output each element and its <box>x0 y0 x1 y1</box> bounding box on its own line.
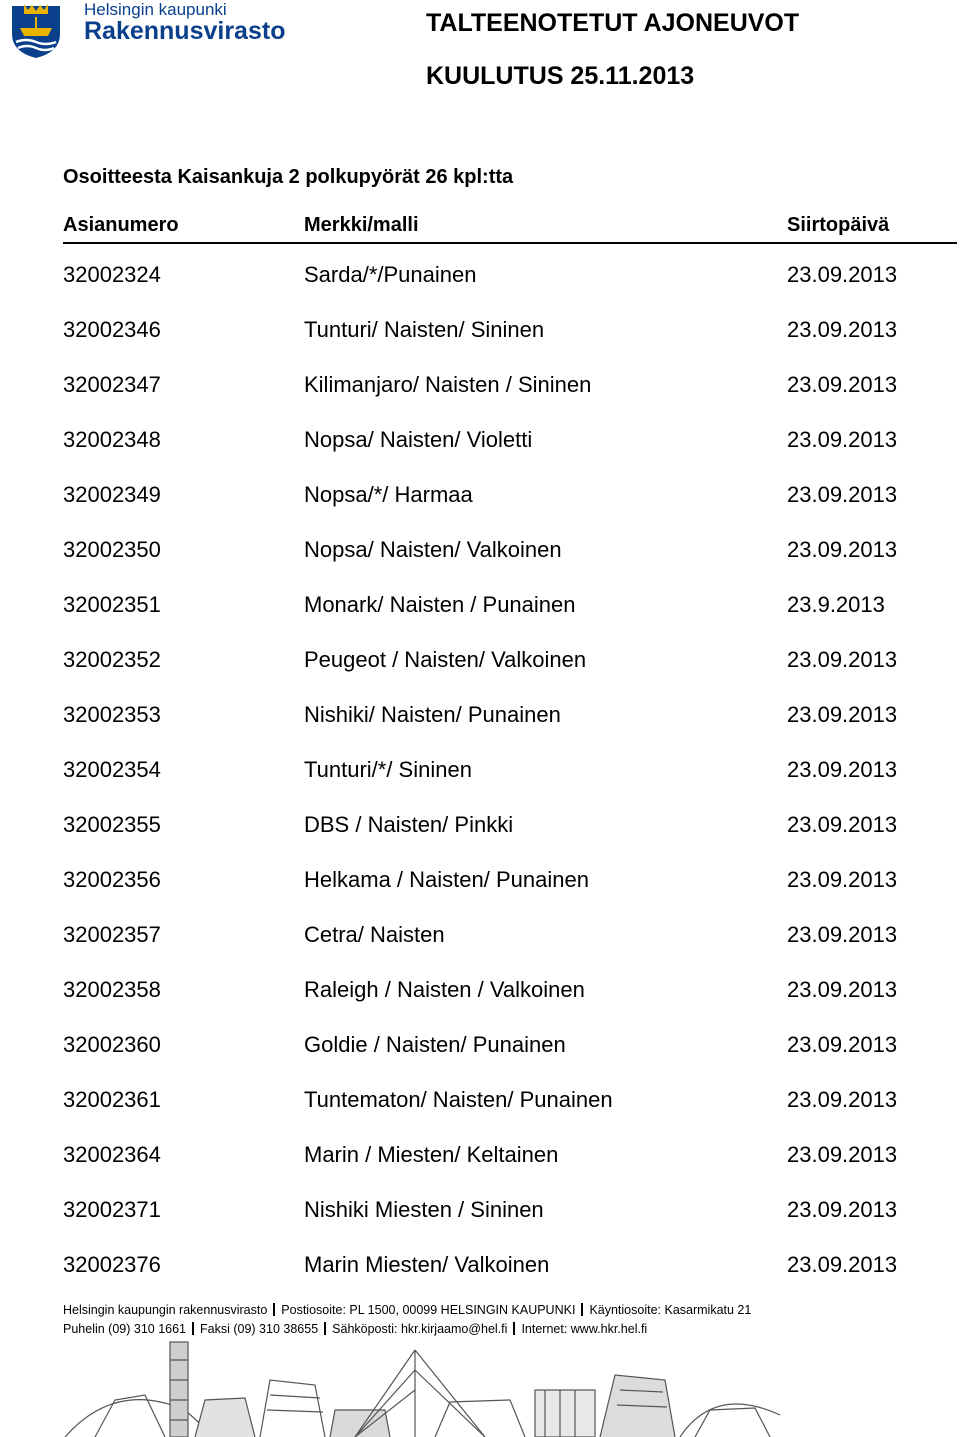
page-title: TALTEENOTETUT AJONEUVOT <box>426 9 800 37</box>
transfer-date-cell: 23.09.2013 <box>787 427 898 452</box>
case-number-cell: 32002355 <box>63 812 161 837</box>
table-row <box>0 592 960 647</box>
case-number-cell: 32002348 <box>63 427 161 452</box>
footer-item: Käyntiosoite: Kasarmikatu 21 <box>589 1303 752 1317</box>
table-row <box>0 867 960 922</box>
transfer-date-cell: 23.09.2013 <box>787 1197 898 1222</box>
table-row <box>0 317 960 372</box>
transfer-date-cell: 23.09.2013 <box>787 537 898 562</box>
make-model-cell: Goldie / Naisten/ Punainen <box>304 1032 566 1057</box>
case-number-cell: 32002349 <box>63 482 161 507</box>
table-row <box>0 757 960 812</box>
table-row <box>0 537 960 592</box>
case-number-cell: 32002358 <box>63 977 161 1002</box>
make-model-cell: Kilimanjaro/ Naisten / Sininen <box>304 372 592 397</box>
table-row <box>0 1032 960 1087</box>
case-number-cell: 32002360 <box>63 1032 161 1057</box>
table-row <box>0 262 960 317</box>
footer-item: Postiosoite: PL 1500, 00099 HELSINGIN KAUPUNKI <box>281 1303 576 1317</box>
make-model-cell: Marin Miesten/ Valkoinen <box>304 1252 550 1277</box>
org-logo <box>6 0 316 60</box>
table-row <box>0 812 960 867</box>
transfer-date-cell: 23.09.2013 <box>787 317 898 342</box>
make-model-cell: Sarda/*/Punainen <box>304 262 477 287</box>
footer-separator <box>192 1322 194 1335</box>
footer-item: Faksi (09) 310 38655 <box>200 1322 319 1336</box>
make-model-cell: Raleigh / Naisten / Valkoinen <box>304 977 585 1002</box>
transfer-date-cell: 23.09.2013 <box>787 1087 898 1112</box>
table-row <box>0 977 960 1032</box>
table-row <box>0 1087 960 1142</box>
make-model-cell: Monark/ Naisten / Punainen <box>304 592 576 617</box>
table-row <box>0 647 960 702</box>
header-divider <box>63 242 957 244</box>
helsinki-crest-icon <box>6 0 66 60</box>
footer-item: Sähköposti: hkr.kirjaamo@hel.fi <box>332 1322 508 1336</box>
table-row <box>0 922 960 977</box>
table-row <box>0 372 960 427</box>
footer-item: Internet: www.hkr.hel.fi <box>521 1322 648 1336</box>
case-number-cell: 32002356 <box>63 867 161 892</box>
make-model-cell: Tuntematon/ Naisten/ Punainen <box>304 1087 613 1112</box>
announcement-date: KUULUTUS 25.11.2013 <box>426 62 695 90</box>
transfer-date-cell: 23.09.2013 <box>787 372 898 397</box>
make-model-cell: Nishiki/ Naisten/ Punainen <box>304 702 561 727</box>
case-number-cell: 32002371 <box>63 1197 161 1222</box>
footer-contact-line <box>63 1322 647 1336</box>
case-number-cell: 32002353 <box>63 702 161 727</box>
transfer-date-cell: 23.09.2013 <box>787 702 898 727</box>
transfer-date-cell: 23.09.2013 <box>787 647 898 672</box>
case-number-cell: 32002324 <box>63 262 161 287</box>
transfer-date-cell: 23.09.2013 <box>787 1252 898 1277</box>
transfer-date-cell: 23.09.2013 <box>787 1032 898 1057</box>
case-number-cell: 32002361 <box>63 1087 161 1112</box>
transfer-date-cell: 23.09.2013 <box>787 482 898 507</box>
footer-separator <box>273 1303 275 1316</box>
table-row <box>0 1142 960 1197</box>
make-model-cell: Cetra/ Naisten <box>304 922 445 947</box>
table-row <box>0 427 960 482</box>
case-number-cell: 32002346 <box>63 317 161 342</box>
make-model-cell: DBS / Naisten/ Pinkki <box>304 812 514 837</box>
case-number-cell: 32002364 <box>63 1142 161 1167</box>
make-model-cell: Nishiki Miesten / Sininen <box>304 1197 544 1222</box>
section-title: Osoitteesta Kaisankuja 2 polkupyörät 26 kpl:tta <box>63 166 514 188</box>
vehicle-table <box>0 262 960 1307</box>
column-header-transfer-date: Siirtopäivä <box>787 214 890 236</box>
case-number-cell: 32002357 <box>63 922 161 947</box>
transfer-date-cell: 23.9.2013 <box>787 592 885 617</box>
transfer-date-cell: 23.09.2013 <box>787 1142 898 1167</box>
footer-address-line <box>63 1303 751 1317</box>
make-model-cell: Tunturi/*/ Sininen <box>304 757 472 782</box>
case-number-cell: 32002352 <box>63 647 161 672</box>
transfer-date-cell: 23.09.2013 <box>787 867 898 892</box>
make-model-cell: Marin / Miesten/ Keltainen <box>304 1142 559 1167</box>
org-name-line1: Helsingin kaupunki <box>84 0 227 19</box>
org-name-line2: Rakennusvirasto <box>84 17 286 45</box>
table-row <box>0 482 960 537</box>
transfer-date-cell: 23.09.2013 <box>787 977 898 1002</box>
transfer-date-cell: 23.09.2013 <box>787 262 898 287</box>
column-header-case-number: Asianumero <box>63 214 179 236</box>
make-model-cell: Nopsa/ Naisten/ Violetti <box>304 427 533 452</box>
column-header-make-model: Merkki/malli <box>304 214 419 236</box>
case-number-cell: 32002351 <box>63 592 161 617</box>
footer-separator <box>324 1322 326 1335</box>
case-number-cell: 32002354 <box>63 757 161 782</box>
transfer-date-cell: 23.09.2013 <box>787 812 898 837</box>
footer-item: Puhelin (09) 310 1661 <box>63 1322 187 1336</box>
footer-separator <box>513 1322 515 1335</box>
make-model-cell: Nopsa/*/ Harmaa <box>304 482 473 507</box>
transfer-date-cell: 23.09.2013 <box>787 757 898 782</box>
make-model-cell: Helkama / Naisten/ Punainen <box>304 867 589 892</box>
footer-item: Helsingin kaupungin rakennusvirasto <box>63 1303 268 1317</box>
case-number-cell: 32002347 <box>63 372 161 397</box>
make-model-cell: Nopsa/ Naisten/ Valkoinen <box>304 537 562 562</box>
make-model-cell: Tunturi/ Naisten/ Sininen <box>304 317 545 342</box>
table-row <box>0 1252 960 1307</box>
table-row <box>0 702 960 757</box>
footer-separator <box>581 1303 583 1316</box>
transfer-date-cell: 23.09.2013 <box>787 922 898 947</box>
case-number-cell: 32002350 <box>63 537 161 562</box>
city-skyline-illustration <box>55 1340 785 1437</box>
make-model-cell: Peugeot / Naisten/ Valkoinen <box>304 647 587 672</box>
case-number-cell: 32002376 <box>63 1252 161 1277</box>
table-row <box>0 1197 960 1252</box>
